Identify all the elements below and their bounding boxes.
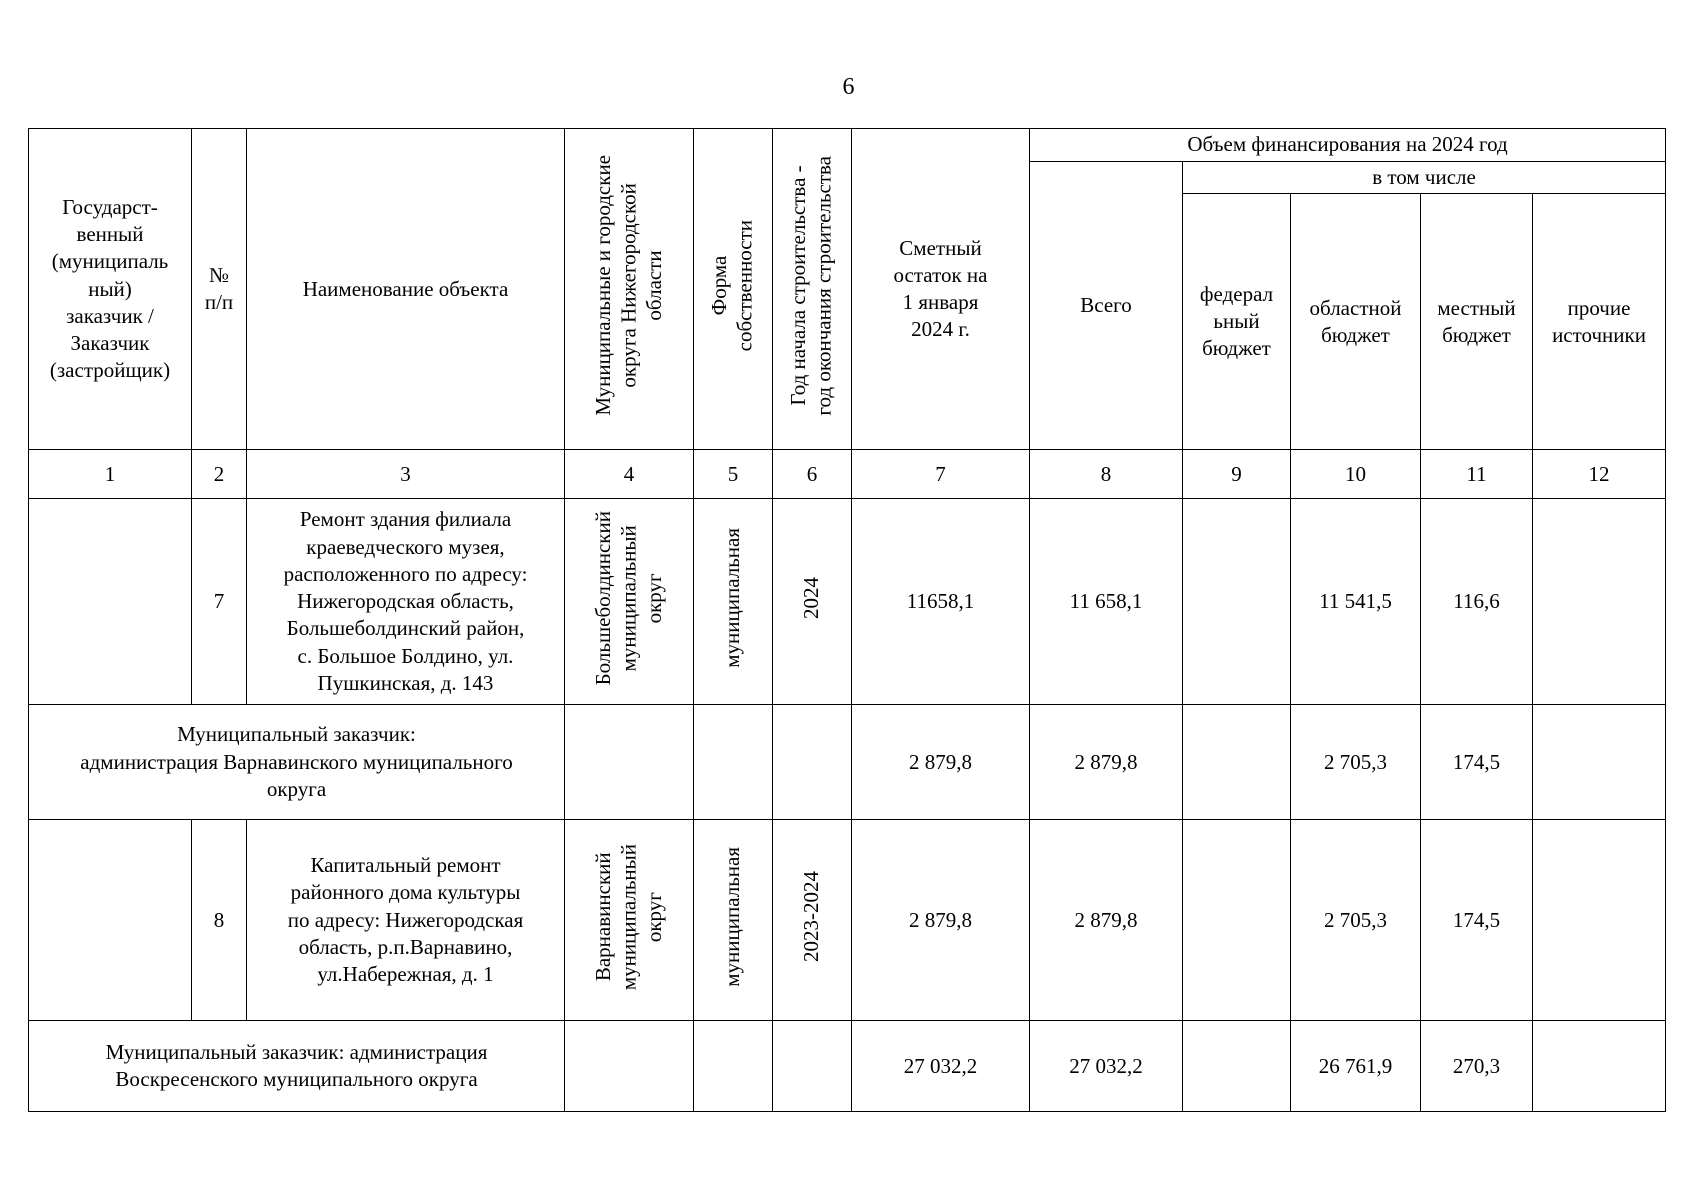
column-number: 5: [694, 450, 773, 499]
municipal-customer: Муниципальный заказчик: администрация Воскресенского муниципального округа: [29, 1021, 565, 1112]
funding-total: 2 879,8: [1030, 705, 1183, 820]
estimate-balance: 11658,1: [852, 499, 1030, 705]
column-number: 6: [773, 450, 852, 499]
column-number: 3: [247, 450, 565, 499]
customer-subtotal-row: [29, 1021, 1666, 1112]
table-row: [29, 820, 1666, 1021]
customer-cell-empty: [29, 820, 192, 1021]
header-estimate-balance: Сметный остаток на 1 января 2024 г.: [852, 129, 1030, 450]
local-budget: 174,5: [1421, 705, 1533, 820]
column-number: 12: [1533, 450, 1666, 499]
other-sources: [1533, 499, 1666, 705]
ownership-form: муниципальная: [694, 499, 773, 705]
column-number: 2: [192, 450, 247, 499]
ownership-form: [694, 1021, 773, 1112]
header-other-sources: прочие источники: [1533, 194, 1666, 450]
column-number: 4: [565, 450, 694, 499]
column-number: 10: [1291, 450, 1421, 499]
row-number: 8: [192, 820, 247, 1021]
municipality: Большеболдинский муниципальный округ: [565, 499, 694, 705]
municipal-customer: Муниципальный заказчик: администрация Варнавинского муниципального округа: [29, 705, 565, 820]
header-funding-volume: Объем финансирования на 2024 год: [1030, 129, 1666, 162]
header-regional-budget: областной бюджет: [1291, 194, 1421, 450]
federal-budget: [1183, 705, 1291, 820]
construction-years: [773, 705, 852, 820]
construction-years: 2024: [773, 499, 852, 705]
header-municipalities: Муниципальные и городские округа Нижегородской области: [565, 129, 694, 450]
federal-budget: [1183, 499, 1291, 705]
other-sources: [1533, 1021, 1666, 1112]
header-object-name: Наименование объекта: [247, 129, 565, 450]
local-budget: 174,5: [1421, 820, 1533, 1021]
regional-budget: 26 761,9: [1291, 1021, 1421, 1112]
federal-budget: [1183, 820, 1291, 1021]
regional-budget: 2 705,3: [1291, 820, 1421, 1021]
column-numbers-row: [29, 450, 1666, 499]
construction-years: 2023-2024: [773, 820, 852, 1021]
customer-subtotal-row: [29, 705, 1666, 820]
customer-cell-empty: [29, 499, 192, 705]
header-local-budget: местный бюджет: [1421, 194, 1533, 450]
ownership-form: [694, 705, 773, 820]
other-sources: [1533, 820, 1666, 1021]
federal-budget: [1183, 1021, 1291, 1112]
column-number: 8: [1030, 450, 1183, 499]
estimate-balance: 2 879,8: [852, 820, 1030, 1021]
object-name: Ремонт здания филиала краеведческого музея, расположенного по адресу: Нижегородская область, Большеболдинский район, с. Большое Болдино, ул. Пушкинская, д. 143: [247, 499, 565, 705]
ownership-form: муниципальная: [694, 820, 773, 1021]
local-budget: 116,6: [1421, 499, 1533, 705]
funding-total: 2 879,8: [1030, 820, 1183, 1021]
funding-total: 11 658,1: [1030, 499, 1183, 705]
municipality: Варнавинский муниципальный округ: [565, 820, 694, 1021]
regional-budget: 2 705,3: [1291, 705, 1421, 820]
municipality: [565, 1021, 694, 1112]
column-number: 1: [29, 450, 192, 499]
column-number: 11: [1421, 450, 1533, 499]
header-construction-years: Год начала строительства - год окончания строительства: [773, 129, 852, 450]
estimate-balance: 27 032,2: [852, 1021, 1030, 1112]
header-number: № п/п: [192, 129, 247, 450]
construction-funding-table: [28, 128, 1666, 1112]
municipality: [565, 705, 694, 820]
row-number: 7: [192, 499, 247, 705]
header-ownership: Форма собственности: [694, 129, 773, 450]
table-row: [29, 499, 1666, 705]
local-budget: 270,3: [1421, 1021, 1533, 1112]
header-total: Всего: [1030, 162, 1183, 450]
column-number: 7: [852, 450, 1030, 499]
column-number: 9: [1183, 450, 1291, 499]
header-federal-budget: федерал ьный бюджет: [1183, 194, 1291, 450]
construction-years: [773, 1021, 852, 1112]
funding-total: 27 032,2: [1030, 1021, 1183, 1112]
object-name: Капитальный ремонт районного дома культуры по адресу: Нижегородская область, р.п.Варнавино, ул.Набережная, д. 1: [247, 820, 565, 1021]
page-number: 6: [842, 74, 855, 100]
header-customer: Государст- венный (муниципаль ный) заказчик / Заказчик (застройщик): [29, 129, 192, 450]
regional-budget: 11 541,5: [1291, 499, 1421, 705]
estimate-balance: 2 879,8: [852, 705, 1030, 820]
header-including: в том числе: [1183, 162, 1666, 194]
other-sources: [1533, 705, 1666, 820]
